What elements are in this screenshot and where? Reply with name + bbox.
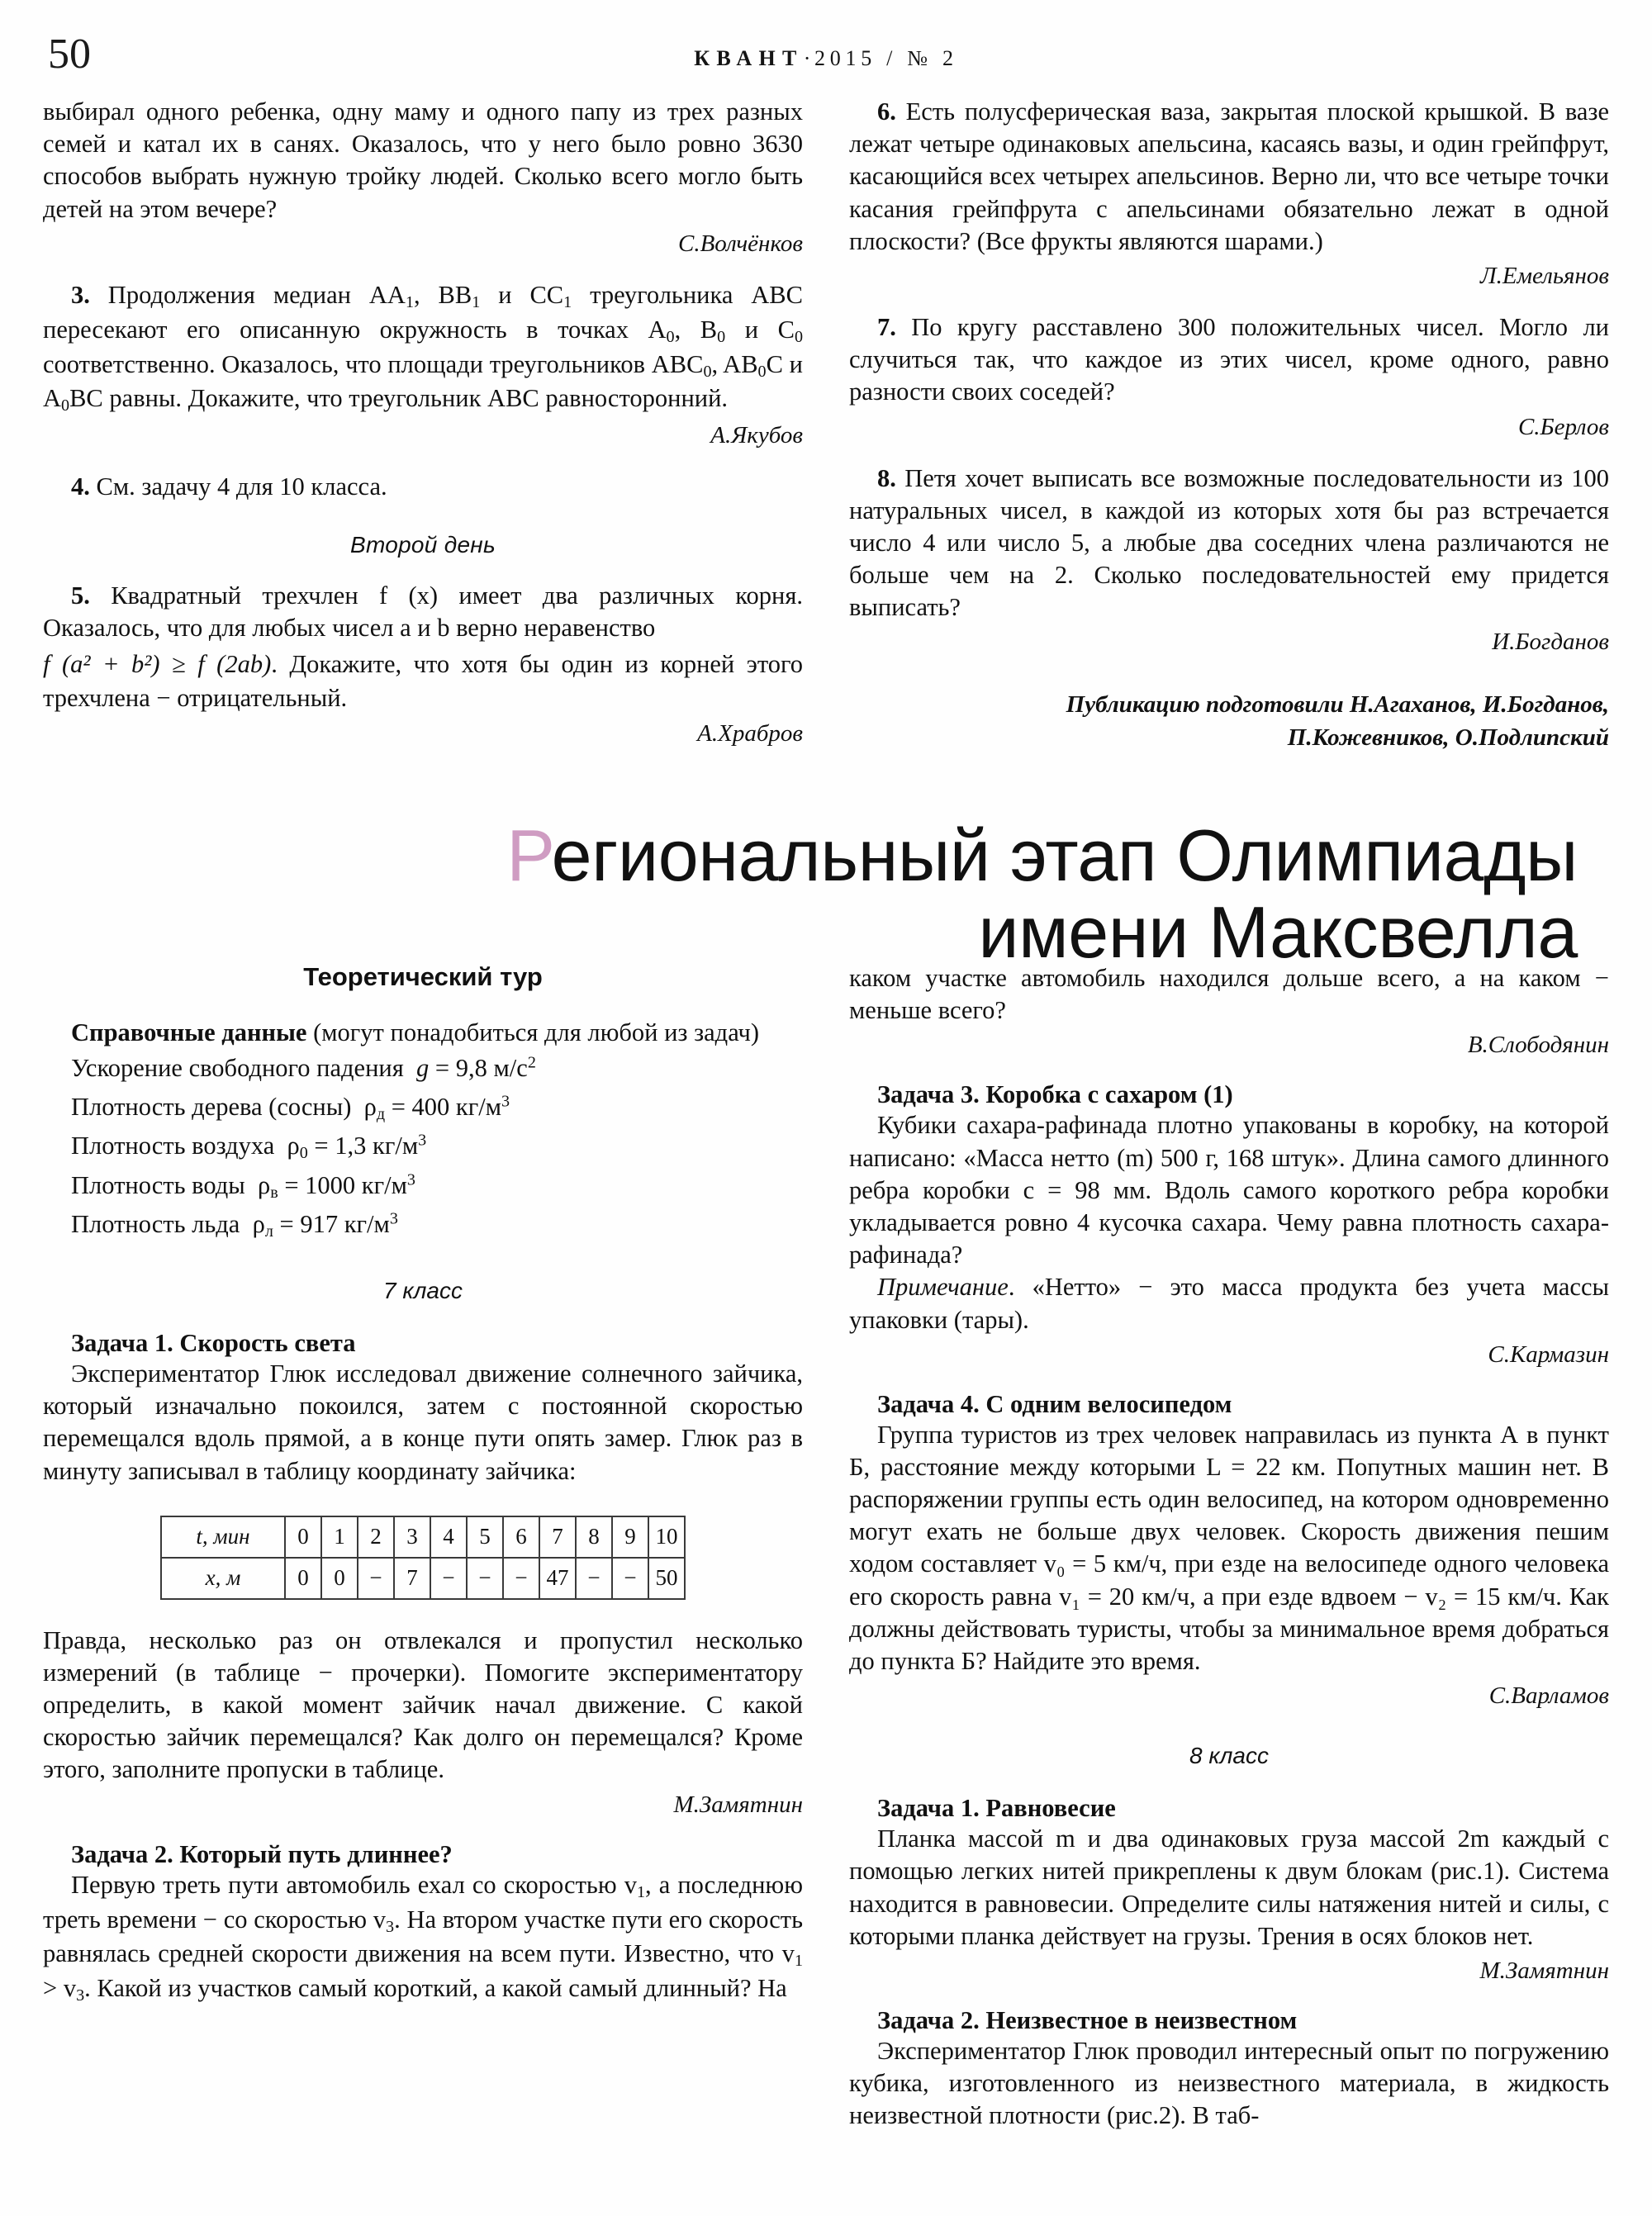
task-2-b: , а последнюю треть времени − со скоростью v — [43, 1870, 803, 1934]
reference-sub-wood: д — [376, 1104, 386, 1123]
author-emelyanov: Л.Емельянов — [1479, 262, 1609, 289]
coords-table-wrapper — [43, 1516, 803, 1600]
reference-item-water: Плотность воды $\rho_в = 1000$ $кг/м^3$ — [71, 1170, 415, 1202]
task-2-sub-b: 3 — [386, 1917, 395, 1936]
reference-unit-den-air: м — [401, 1132, 419, 1160]
reference-unit-num-g: м — [493, 1054, 510, 1083]
reference-unit-num-air: кг — [373, 1132, 396, 1160]
author-zamyatnin-2: М.Замятнин — [1479, 1957, 1609, 1984]
table-cell-x: − — [467, 1558, 503, 1599]
problem-8 — [849, 463, 1609, 624]
reference-eq-air: = — [314, 1132, 329, 1160]
task-heading-1-equilibrium: Задача 1. Равновесие — [877, 1794, 1116, 1823]
journal-issue: 2015 / № 2 — [814, 46, 958, 70]
table-cell-t: 9 — [612, 1516, 648, 1558]
table-cell-x: − — [358, 1558, 394, 1599]
reference-unit-pow-air: 3 — [418, 1131, 427, 1150]
task-4-body: Группа туристов из трех человек направилась из пункта А в пункт Б, расстояние между которыми L = 22 км. Попутных машин нет. В распоряжении группы есть один велосипед, на котором одновременно могут ехать не больше двух человек. Скорость движения пешим ходом составляет v₀ = 5 км/ч, при езде на велосипеде одного человека его скорость равна v₁ = 20 км/ч, а при езде вдвоем − v₂ = 15 км/ч. Как должны действовать туристы, чтобы за минимальное время добраться до пункта Б? Найдите это время. — [849, 1420, 1609, 1675]
reference-symbol-wood: ρ — [363, 1092, 377, 1121]
reference-item-wood: Плотность дерева (сосны) $\rho_д = 400$ $кг/м^3$ — [71, 1092, 510, 1123]
table-cell-t: 10 — [648, 1516, 685, 1558]
running-head — [43, 28, 1609, 86]
reference-value-water: 1000 — [305, 1170, 356, 1199]
table-header-t-label: t, мин — [196, 1524, 250, 1549]
table-cell-t: 2 — [358, 1516, 394, 1558]
physics-region — [43, 962, 1609, 2133]
task-heading-3-sugar-box: Задача 3. Коробка с сахаром (1) — [877, 1080, 1233, 1109]
problem-3-b: , BB — [414, 280, 472, 309]
problem-3: 3. Продолжения медиан $AA_1$, $BB_1$ и $CC_1$ треугольника ABC пересекают его описанную окружность в точках $A_0$, $B_0$ и $C_0$ соответственно. Оказалось, что площади треугольников $ABC_0$, $AB_0C$ и $A_0BC$ равны. Докажите, что треугольник ABC равносторонний. — [43, 280, 804, 415]
task-1-text — [43, 1358, 803, 1488]
math-problems-region — [43, 96, 1609, 754]
task-heading-1-light-speed: Задача 1. Скорость света — [71, 1328, 356, 1357]
task-heading-4-one-bicycle: Задача 4. С одним велосипедом — [877, 1389, 1232, 1418]
problem-7 — [849, 311, 1609, 409]
table-cell-t: 1 — [321, 1516, 358, 1558]
table-cell-x: 0 — [285, 1558, 321, 1599]
task-2-c: . На втором участке пути его скорость равнялась средней скорости движения на всем пути. Известно, что v — [43, 1905, 804, 1968]
problem-7-number: 7. — [877, 312, 896, 341]
reference-unit-den-water: м — [391, 1170, 407, 1199]
section-heading-theory: Теоретический тур — [303, 962, 543, 991]
grade-label-7: 7 класс — [383, 1277, 463, 1303]
table-header-t — [161, 1516, 285, 1558]
reference-label-ice: Плотность льда — [71, 1210, 240, 1239]
credits-line-1: Публикацию подготовили Н.Агаханов, И.Богданов, — [1066, 691, 1609, 719]
title-line-1: егиональный этап Олимпиады — [551, 814, 1578, 896]
reference-symbol-air: ρ — [287, 1132, 300, 1160]
task-2-sub-c: 1 — [794, 1952, 803, 1971]
day-label-second: Второй день — [349, 531, 496, 558]
reference-value-ice: 917 — [300, 1210, 339, 1239]
problem-5-number: 5. — [71, 581, 90, 610]
reference-item-air: Плотность воздуха $\rho_0 = 1,3$ $кг/м^3$ — [71, 1131, 427, 1163]
author-berlov: С.Берлов — [1517, 413, 1609, 440]
table-row-x — [161, 1558, 685, 1599]
task-3-body: Кубики сахара-рафинада плотно упакованы в коробку, на которой написано: «Масса нетто (m) 500 г, 168 штук». Длина самого длинного ребра коробки c = 98 мм. Вдоль самого короткого ребра коробки укладывается ровно 4 кусочка сахара. Чему равна плотность сахара-рафинада? — [849, 1111, 1609, 1269]
task-3-note-text: . «Нетто» − это масса продукта без учета массы упаковки (тары). — [849, 1273, 1609, 1334]
problem-4-number: 4. — [71, 472, 90, 501]
table-cell-x: 50 — [648, 1558, 685, 1599]
author-yakubov: А.Якубов — [710, 422, 803, 449]
problem-5-text-b: . Докажите, что хотя бы один из корней этого трехчлена − отрицательный. — [43, 649, 803, 713]
table-row-t — [161, 1516, 685, 1558]
page-number: 50 — [48, 31, 91, 78]
problem-3-c: и CC — [480, 280, 564, 309]
reference-label-water: Плотность воды — [71, 1170, 245, 1199]
task-2-sub-a: 1 — [636, 1882, 646, 1901]
problem-4-text: См. задачу 4 для 10 класса. — [96, 472, 387, 501]
reference-unit-num-wood: кг — [455, 1092, 479, 1121]
task-4-text — [849, 1419, 1609, 1678]
reference-label-wood: Плотность дерева (сосны) — [71, 1092, 352, 1121]
table-cell-x: − — [612, 1558, 648, 1599]
problem-5-formula: f (a² + b²) ≥ f (2ab) — [43, 649, 272, 678]
problem-3-d: треугольника ABC пересекают его описанную окружность в точках A — [43, 280, 803, 344]
reference-sub-air: 0 — [299, 1144, 308, 1163]
author-karmazin: С.Кармазин — [1488, 1341, 1609, 1368]
grade-label-8: 8 класс — [1189, 1743, 1269, 1769]
grade8-task-1-body: Планка массой m и два одинаковых груза массой 2m каждый с помощью легких нитей прикреплены к двум блокам (рис.1). Система находится в равновесии. Определите силы натяжения нитей и силы, с которыми планка действует на грузы. Трения в осях блоков нет. — [849, 1825, 1609, 1950]
table-cell-t: 5 — [467, 1516, 503, 1558]
table-cell-x: 47 — [539, 1558, 576, 1599]
reference-unit-den-ice: м — [373, 1210, 390, 1239]
table-cell-x: 7 — [394, 1558, 430, 1599]
problem-8-number: 8. — [877, 463, 896, 492]
author-volchenkov: С.Волчёнков — [678, 230, 803, 257]
reference-sub-ice: л — [264, 1222, 273, 1241]
task-2-continuation: каком участке автомобиль находился дольше всего, а на каком − меньше всего? — [849, 964, 1609, 1025]
credits-line-2: П.Кожевников, О.Подлипский — [1287, 724, 1609, 751]
table-cell-t: 7 — [539, 1516, 576, 1558]
table-cell-t: 4 — [430, 1516, 467, 1558]
reference-label-g: Ускорение свободного падения — [71, 1054, 404, 1083]
author-zamyatnin-1: М.Замятнин — [673, 1791, 803, 1818]
problem-7-text: По кругу расставлено 300 положительных чисел. Могло ли случиться так, что каждое из этих чисел, кроме одного, равно разности своих соседей? — [849, 312, 1609, 406]
title-line-2: имени Максвелла — [978, 891, 1578, 974]
grade8-task-2-body: Экспериментатор Глюк проводил интересный опыт по погружению кубика, изготовленного из неизвестного материала, в жидкость неизвестной плотности (рис.2). В таб- — [849, 2036, 1609, 2130]
task-3-note-label: Примечание — [877, 1273, 1009, 1302]
author-slobodyanin: В.Слободянин — [1467, 1032, 1609, 1059]
reference-unit-num-water: кг — [361, 1170, 385, 1199]
reference-value-wood: 400 — [411, 1092, 450, 1121]
reference-data-note: (могут понадобиться для любой из задач) — [313, 1018, 760, 1046]
reference-data-intro — [43, 1017, 803, 1049]
task-1-body: Экспериментатор Глюк исследовал движение солнечного зайчика, который изначально покоился, затем с постоянной скоростью перемещался вдоль прямой, а в конце пути опять замер. Глюк раз в минуту записывал в таблицу координату зайчика: — [43, 1359, 803, 1485]
continued-paragraph: выбирал одного ребенка, одну маму и одного папу из трех разных семей и катал их в санях. Оказалось, что у него было ровно 3630 способов выбрать нужную тройку людей. Сколько всего могло быть детей на этом вечере? — [43, 97, 803, 223]
title-drop-cap: Р — [506, 814, 552, 896]
task-3-text — [849, 1109, 1609, 1271]
reference-symbol-water: ρ — [257, 1170, 271, 1199]
reference-value-g: 9,8 — [455, 1054, 487, 1083]
problem-3-g: соответственно. Оказалось, что площади треугольников ABC — [43, 349, 704, 378]
physics-right-column — [849, 962, 1609, 2133]
journal-masthead — [43, 46, 1609, 71]
problem-5 — [43, 580, 803, 644]
table-cell-t: 6 — [503, 1516, 539, 1558]
table-header-x-label: x, м — [205, 1565, 241, 1591]
grade8-task-1-text — [849, 1823, 1609, 1953]
reference-eq-ice: = — [279, 1210, 294, 1239]
problem-6 — [849, 96, 1609, 258]
reference-item-ice: Плотность льда $\rho_л = 917$ $кг/м^3$ — [71, 1209, 398, 1241]
table-cell-t: 0 — [285, 1516, 321, 1558]
problem-3-i: C и A — [43, 349, 804, 413]
task-2-sub-d: 3 — [76, 1986, 85, 2005]
author-khrabrov: А.Храбров — [697, 720, 803, 747]
problem-3-h: , AB — [711, 349, 758, 378]
reference-eq-wood: = — [391, 1092, 406, 1121]
table-cell-t: 3 — [394, 1516, 430, 1558]
problem-4 — [43, 471, 803, 503]
table-cell-x: − — [430, 1558, 467, 1599]
problem-6-text: Есть полусферическая ваза, закрытая плоской крышкой. В вазе лежат четыре одинаковых апельсина, касаясь вазы, и один грейпфрут, касающийся всех четырех апельсинов. Верно ли, что все четыре точки касания грейпфрута с апельсинами обязательно лежат в одной плоскости? (Все фрукты являются шарами.) — [849, 97, 1609, 255]
table-cell-t: 8 — [576, 1516, 612, 1558]
reference-item-g: Ускорение свободного падения g = 9,8 $м/с^2$ — [71, 1053, 536, 1083]
reference-unit-pow-wood: 3 — [501, 1092, 510, 1111]
reference-eq-g: = — [434, 1054, 450, 1083]
table-cell-x: − — [576, 1558, 612, 1599]
reference-unit-num-ice: кг — [344, 1210, 368, 1239]
task-3-note — [849, 1271, 1609, 1336]
reference-unit-pow-ice: 3 — [389, 1209, 398, 1228]
table-cell-x: − — [503, 1558, 539, 1599]
problem-3-a: Продолжения медиан AA — [107, 280, 406, 309]
math-left-column — [43, 96, 803, 754]
author-varlamov: С.Варламов — [1488, 1682, 1609, 1710]
publication-credits — [849, 689, 1609, 753]
reference-symbol-ice: ρ — [252, 1210, 265, 1239]
task-2-text — [43, 1869, 803, 2008]
reference-label-air: Плотность воздуха — [71, 1132, 275, 1160]
physics-left-column — [43, 962, 803, 2133]
problem-3-j: BC равны. Докажите, что треугольник ABC равносторонний. — [69, 384, 729, 413]
reference-data-heading: Справочные данные — [71, 1018, 307, 1046]
problem-3-e: , B — [674, 315, 718, 344]
grade8-task-2-text — [849, 2035, 1609, 2133]
reference-value-air: 1,3 — [335, 1132, 367, 1160]
task-1-continuation: Правда, несколько раз он отвлекался и пропустил несколько измерений (в таблице − прочерки). Помогите экспериментатору определить, в какой момент зайчик начал движение. С какой скоростью зайчик перемещался? Как долго он перемещался? Кроме этого, заполните пропуски в таблице. — [43, 1625, 803, 1784]
author-bogdanov: И.Богданов — [1492, 629, 1609, 656]
math-right-column — [849, 96, 1609, 754]
reference-symbol-g: g — [416, 1054, 430, 1083]
reference-unit-pow-g: 2 — [527, 1053, 536, 1072]
table-cell-x: 0 — [321, 1558, 358, 1599]
article-title — [132, 814, 1578, 974]
problem-6-number: 6. — [877, 97, 896, 126]
reference-unit-den-wood: м — [485, 1092, 502, 1121]
reference-unit-den-g: с — [516, 1054, 528, 1083]
reference-eq-water: = — [284, 1170, 299, 1199]
problem-8-text: Петя хочет выписать все возможные последовательности из 100 натуральных чисел, в каждой из которых хотя бы раз встречается число 4 или число 5, а любые два соседних члена различаются не больше чем на 2. Сколько последовательностей ему придется выписать? — [849, 463, 1610, 622]
journal-name: КВАНТ — [694, 46, 804, 70]
task-2-e: . Какой из участков самый короткий, а какой самый длинный? На — [84, 1974, 787, 2003]
problem-5-formula-line — [43, 648, 803, 715]
reference-unit-pow-water: 3 — [406, 1170, 415, 1189]
reference-sub-water: в — [270, 1183, 278, 1202]
problem-3-f: и C — [725, 315, 795, 344]
table-header-x — [161, 1558, 285, 1599]
problem-5-text-a: Квадратный трехчлен f (x) имеет два различных корня. Оказалось, что для любых чисел a и b верно неравенство — [43, 581, 803, 642]
problem-3-number: 3. — [71, 280, 90, 309]
task-heading-2-longer-path: Задача 2. Который путь длиннее? — [71, 1839, 453, 1868]
task-heading-2-unknown-in-unknown: Задача 2. Неизвестное в неизвестном — [877, 2005, 1298, 2034]
masthead-separator: · — [803, 46, 815, 70]
task-2-d: > v — [43, 1974, 77, 2003]
task-2-a: Первую треть пути автомобиль ехал со скоростью v — [71, 1870, 637, 1899]
coords-table — [160, 1516, 686, 1600]
